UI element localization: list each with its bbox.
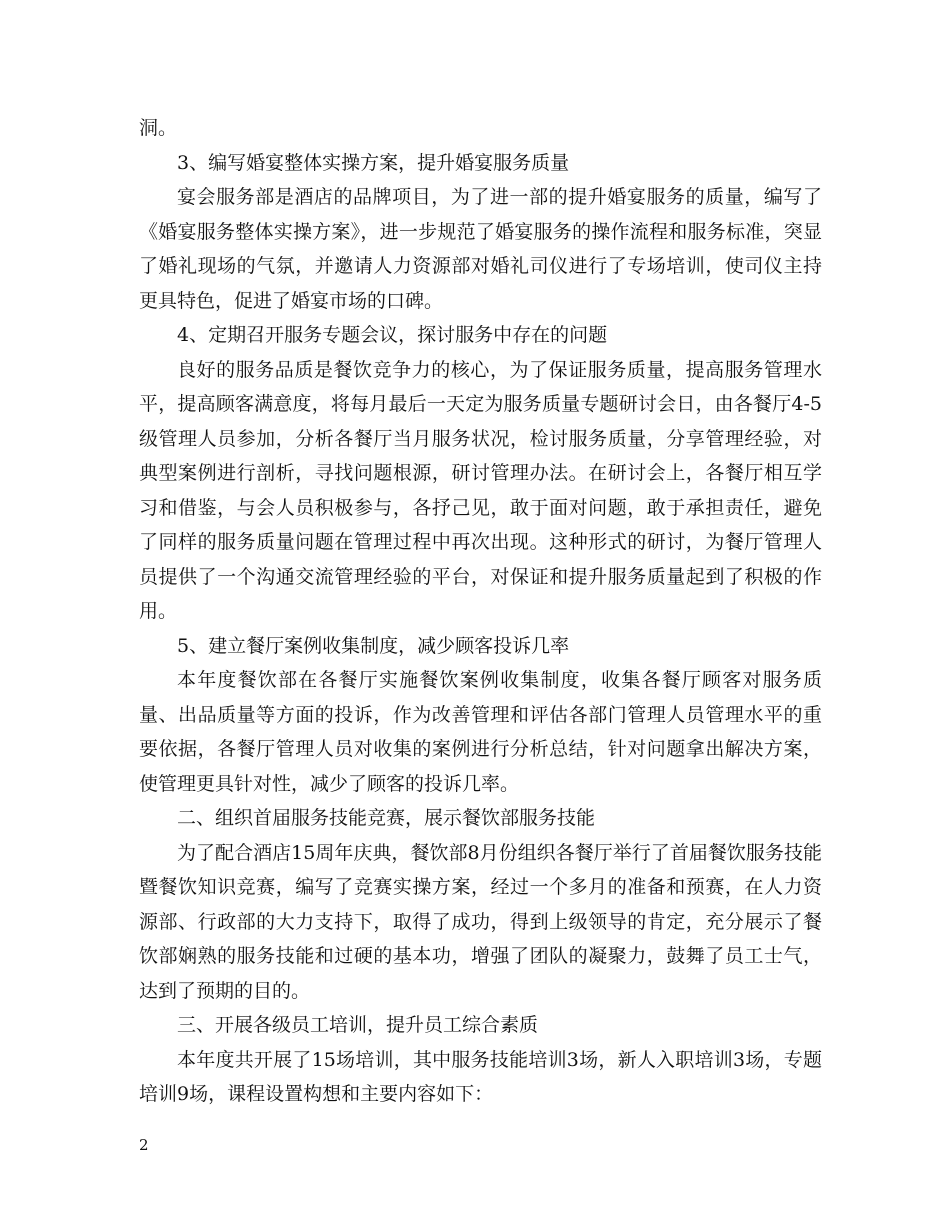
paragraph-continuation: 洞。	[139, 117, 178, 139]
paragraph-wedding-plan: 宴会服务部是酒店的品牌项目，为了进一部的提升婚宴服务的质量，编写了《婚宴服务整体实操方案》，进一步规范了婚宴服务的操作流程和服务标准，突显了婚礼现场的气氛，并邀请人力资源部对婚礼司仪进行了专场培训，使司仪主持更具特色，促进了婚宴市场的口碑。	[139, 186, 822, 312]
heading-staff-training: 三、开展各级员工培训，提升员工综合素质	[177, 1014, 539, 1036]
heading-skills-competition: 二、组织首届服务技能竞赛，展示餐饮部服务技能	[177, 807, 596, 829]
paragraph-case-collection: 本年度餐饮部在各餐厅实施餐饮案例收集制度，收集各餐厅顾客对服务质量、出品质量等方面的投诉，作为改善管理和评估各部门管理人员管理水平的重要依据，各餐厅管理人员对收集的案例进行分析总结，针对问题拿出解决方案，使管理更具针对性，减少了顾客的投诉几率。	[139, 669, 822, 795]
page-number: 2	[139, 1136, 149, 1154]
paragraph-staff-training: 本年度共开展了15场培训，其中服务技能培训3场，新人入职培训3场，专题培训9场，课程设置构想和主要内容如下：	[139, 1048, 822, 1105]
paragraph-skills-competition: 为了配合酒店15周年庆典，餐饮部8月份组织各餐厅举行了首届餐饮服务技能暨餐饮知识竞赛，编写了竞赛实操方案，经过一个多月的准备和预赛，在人力资源部、行政部的大力支持下，取得了成功，得到上级领导的肯定，充分展示了餐饮部娴熟的服务技能和过硬的基本功，增强了团队的凝聚力，鼓舞了员工士气，达到了预期的目的。	[139, 841, 822, 1002]
heading-wedding-plan: 3、编写婚宴整体实操方案，提升婚宴服务质量	[177, 151, 570, 174]
paragraph-service-meetings: 良好的服务品质是餐饮竞争力的核心，为了保证服务质量，提高服务管理水平，提高顾客满意度，将每月最后一天定为服务质量专题研讨会日，由各餐厅4-5级管理人员参加，分析各餐厅当月服务状况，检讨服务质量，分享管理经验，对典型案例进行剖析，寻找问题根源，研讨管理办法。在研讨会上，各餐厅相互学习和借鉴，与会人员积极参与，各抒己见，敢于面对问题，敢于承担责任，避免了同样的服务质量问题在管理过程中再次出现。这种形式的研讨，为餐厅管理人员提供了一个沟通交流管理经验的平台，对保证和提升服务质量起到了积极的作用。	[139, 358, 822, 622]
heading-service-meetings: 4、定期召开服务专题会议，探讨服务中存在的问题	[177, 324, 608, 346]
heading-case-collection: 5、建立餐厅案例收集制度，减少顾客投诉几率	[177, 634, 570, 657]
document-body	[139, 111, 822, 1112]
